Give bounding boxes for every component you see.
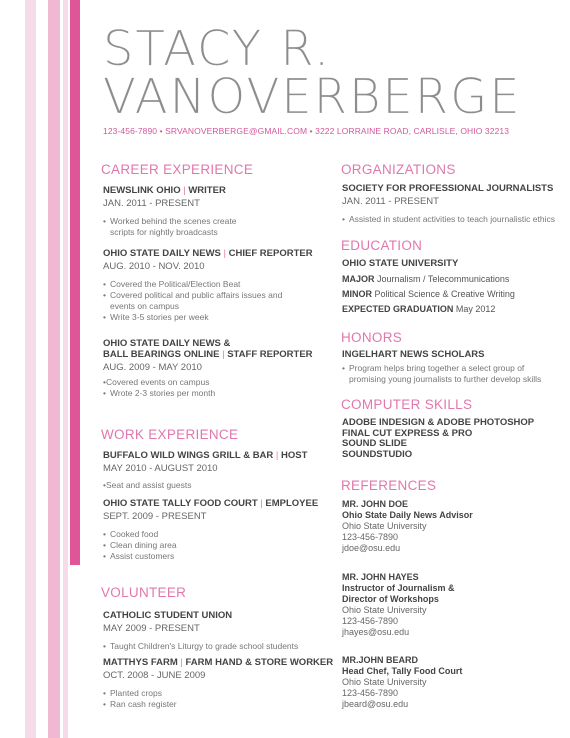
name-first-line: STACY R. — [103, 21, 332, 77]
bullet-item: • Write 3-5 stories per week — [103, 312, 209, 322]
bullet-item: •Seat and assist guests — [103, 480, 192, 490]
honor-title: INGELHART NEWS SCHOLARS — [342, 349, 485, 360]
bullet-item: • Cooked food — [103, 529, 159, 539]
reference-title: Director of Workshops — [342, 594, 439, 604]
education-heading: EDUCATION — [341, 238, 423, 253]
entry-title — [103, 248, 313, 259]
entry-date: OCT. 2008 - JUNE 2009 — [103, 670, 206, 681]
career-heading: CAREER EXPERIENCE — [101, 162, 254, 177]
volunteer-entry-csu — [103, 610, 298, 652]
skill-item: ADOBE INDESIGN & ADOBE PHOTOSHOP — [342, 417, 535, 428]
reference-name: MR.JOHN BEARD — [342, 655, 419, 665]
entry-bullets — [103, 529, 318, 562]
entry-date: MAY 2009 - PRESENT — [103, 623, 200, 634]
separator: | — [260, 498, 263, 509]
reference-org: Ohio State University — [342, 677, 427, 687]
separator: | — [183, 185, 186, 196]
entry-date: JAN. 2011 - PRESENT — [103, 198, 200, 209]
entry-title — [103, 498, 318, 509]
bullet-item: • Taught Children's Liturgy to grade school students — [103, 641, 299, 651]
entry-role: FARM HAND & STORE WORKER — [185, 657, 334, 668]
bullet-item: • Planted crops — [103, 688, 162, 698]
reference-email: jdoe@osu.edu — [342, 543, 401, 553]
reference-org: Ohio State University — [342, 521, 427, 531]
major-line: MAJOR Journalism / Telecommunications — [342, 274, 510, 284]
bullet-item: • Ran cash register — [103, 699, 177, 709]
reference-email: jbeard@osu.edu — [342, 699, 409, 709]
school-name: OHIO STATE UNIVERSITY — [342, 258, 459, 269]
entry-org: SOCIETY FOR PROFESSIONAL JOURNALISTS — [342, 183, 554, 194]
entry-title — [103, 185, 236, 196]
entry-bullets — [342, 214, 555, 225]
minor-line: MINOR Political Science & Creative Writing — [342, 289, 515, 299]
entry-org: BALL BEARINGS ONLINE — [103, 349, 220, 360]
reference-hayes — [342, 572, 455, 638]
reference-title: Ohio State Daily News Advisor — [342, 510, 473, 520]
decorative-stripe-medium — [48, 0, 60, 738]
entry-title — [103, 657, 333, 668]
entry-role: EMPLOYEE — [265, 498, 319, 509]
reference-title: Instructor of Journalism & — [342, 583, 455, 593]
separator: | — [180, 657, 183, 668]
reference-email: jhayes@osu.edu — [342, 627, 410, 637]
career-entry-newslink — [103, 185, 236, 238]
skills-list — [342, 418, 534, 460]
separator: | — [275, 450, 279, 461]
reference-beard — [342, 655, 462, 710]
entry-org: OHIO STATE TALLY FOOD COURT — [103, 498, 258, 509]
entry-org: OHIO STATE DAILY NEWS & — [103, 338, 231, 349]
reference-phone: 123-456-7890 — [342, 532, 399, 542]
career-entry-daily-news — [103, 248, 313, 323]
work-entry-food-court — [103, 498, 318, 562]
entry-date: AUG. 2010 - NOV. 2010 — [103, 261, 205, 272]
entry-role: STAFF REPORTER — [227, 349, 313, 360]
reference-phone: 123-456-7890 — [342, 688, 399, 698]
volunteer-heading: VOLUNTEER — [101, 585, 187, 600]
reference-name: MR. JOHN HAYES — [342, 572, 419, 582]
entry-role: CHIEF REPORTER — [228, 248, 313, 259]
skill-item: FINAL CUT EXPRESS & PRO — [342, 427, 473, 439]
entry-org: CATHOLIC STUDENT UNION — [103, 610, 233, 621]
decorative-stripe-dark — [70, 0, 80, 565]
bullet-item: • Clean dining area — [103, 540, 177, 550]
bullet-item: • Assist customers — [103, 551, 175, 561]
entry-bullets — [342, 363, 541, 385]
reference-doe — [342, 499, 473, 554]
entry-org: OHIO STATE DAILY NEWS — [103, 248, 221, 259]
reference-name: MR. JOHN DOE — [342, 499, 409, 509]
contact-line: 123-456-7890 • SRVANOVERBERGE@GMAIL.COM • 3222 LORRAINE ROAD, CARLISLE, OHIO 32213 — [103, 126, 510, 136]
graduation-line: EXPECTED GRADUATION May 2012 — [342, 304, 496, 314]
bullet-item: •Covered events on campus — [103, 377, 210, 387]
entry-role: HOST — [281, 450, 308, 461]
bullet-item: • Worked behind the scenes create scripts for nightly broadcasts — [103, 216, 237, 237]
organizations-heading: ORGANIZATIONS — [341, 162, 456, 177]
decorative-stripe-light — [25, 0, 36, 738]
entry-date: MAY 2010 - AUGUST 2010 — [103, 463, 218, 474]
entry-org: BUFFALO WILD WINGS GRILL & BAR — [103, 450, 274, 461]
reference-org: Ohio State University — [342, 605, 427, 615]
work-entry-bww — [103, 450, 307, 491]
resume-name — [103, 21, 522, 125]
decorative-stripe-pale — [63, 0, 68, 738]
entry-org: NEWSLINK OHIO — [103, 185, 181, 196]
reference-phone: 123-456-7890 — [342, 616, 399, 626]
entry-title — [103, 338, 313, 360]
references-heading: REFERENCES — [341, 478, 437, 493]
honors-entry — [342, 349, 541, 385]
skill-item: SOUNDSTUDIO — [342, 448, 413, 460]
entry-bullets — [103, 216, 236, 238]
honors-heading: HONORS — [341, 330, 403, 345]
skill-item: SOUND SLIDE — [342, 438, 407, 449]
bullet-item: • Assisted in student activities to teach journalistic ethics — [342, 214, 555, 224]
entry-bullets — [103, 641, 298, 652]
career-entry-staff-reporter — [103, 338, 313, 399]
entry-role: WRITER — [188, 185, 226, 196]
skills-heading: COMPUTER SKILLS — [341, 397, 473, 412]
volunteer-entry-farm — [103, 657, 333, 710]
entry-date: JAN. 2011 - PRESENT — [342, 196, 439, 207]
name-second-line: VANOVERBERGE — [103, 69, 522, 125]
entry-bullets — [103, 480, 307, 491]
entry-bullets — [103, 377, 313, 399]
entry-title — [103, 610, 298, 621]
entry-date: AUG. 2009 - MAY 2010 — [103, 362, 202, 373]
bullet-item: • Covered the Political/Election Beat — [103, 279, 241, 289]
bullet-item: • Covered political and public affairs issues and events on campus — [103, 290, 283, 311]
reference-title: Head Chef, Tally Food Court — [342, 666, 463, 676]
organizations-entry — [342, 183, 555, 225]
entry-title — [103, 450, 307, 461]
bullet-item: • Wrote 2-3 stories per month — [103, 388, 216, 398]
separator: | — [223, 248, 226, 259]
entry-date: SEPT. 2009 - PRESENT — [103, 511, 207, 522]
entry-org: MATTHYS FARM — [103, 657, 178, 668]
entry-bullets — [103, 688, 333, 710]
education-entry — [342, 258, 515, 314]
entry-bullets — [103, 279, 313, 323]
bullet-item: • Program helps bring together a select group of promising young journalists to further develop skills — [342, 363, 542, 384]
work-heading: WORK EXPERIENCE — [101, 427, 239, 442]
separator: | — [222, 349, 225, 360]
